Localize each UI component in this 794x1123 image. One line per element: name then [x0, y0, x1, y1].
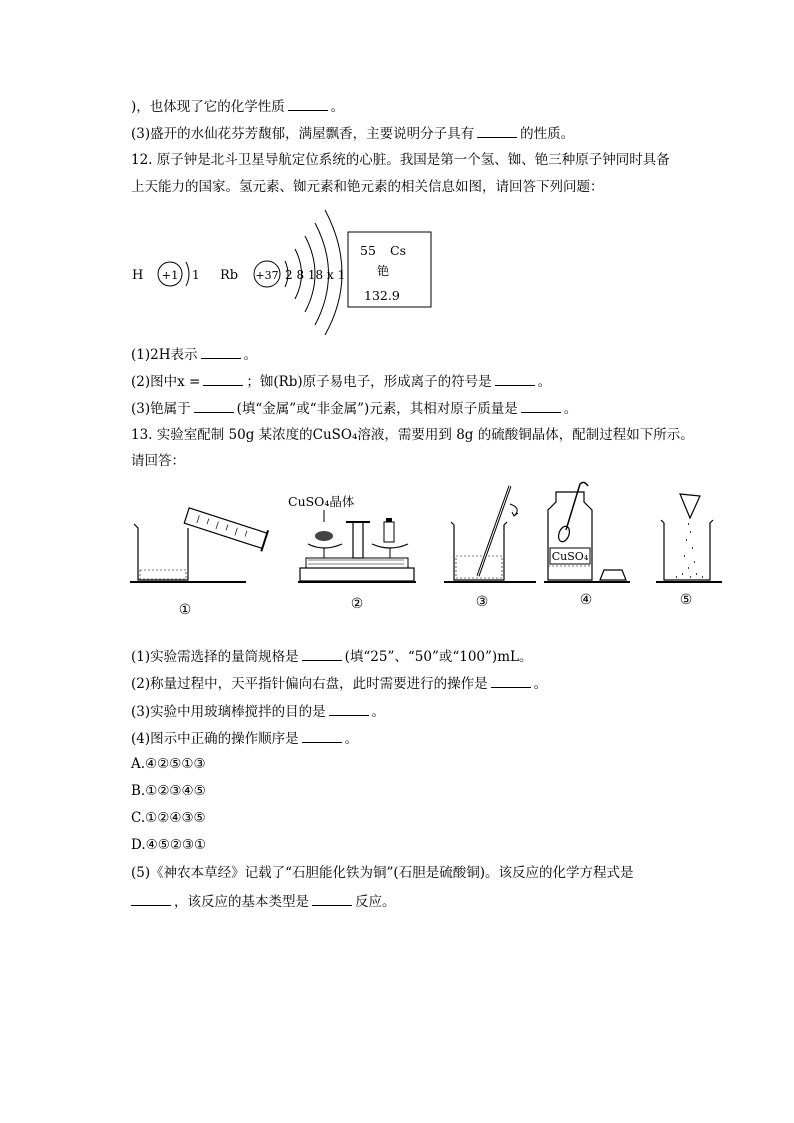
q12-sub2 — [131, 371, 551, 391]
solution-preparation-figure — [128, 478, 728, 620]
q13-sub3 — [131, 701, 385, 721]
answer-blank[interactable] — [302, 728, 342, 743]
step-label-3: ③ — [475, 594, 489, 610]
step-label-1: ① — [178, 602, 192, 618]
q13-sub3-text: (3)实验中用玻璃棒搅拌的目的是 — [131, 704, 326, 720]
q13-sub5-end: 反应。 — [355, 894, 396, 910]
step-3-stirring — [444, 486, 536, 582]
q13-sub3-end: 。 — [371, 704, 386, 720]
answer-blank[interactable] — [302, 646, 342, 661]
q12-stem-line-2: 上天能力的国家。氢元素、铷元素和铯元素的相关信息如图，请回答下列问题： — [131, 179, 604, 195]
q11-line-b-text: (3)盛开的水仙花芬芳馥郁，满屋飘香，主要说明分子具有 — [131, 126, 475, 142]
q13-sub4 — [131, 728, 358, 748]
step-4-reagent-bottle — [544, 482, 630, 582]
q13-stem-line-1: 13. 实验室配制 50g 某浓度的CuSO₄溶液，需要用到 8g 的硫酸铜晶体，配制过程如下所示。 — [131, 427, 694, 443]
q12-sub1-text: (1)2H表示 — [131, 347, 198, 363]
q13-sub2 — [131, 673, 547, 693]
step-1-pouring-cylinder — [130, 505, 268, 582]
h-shell-electrons: 1 — [192, 268, 200, 282]
cs-name: 铯 — [377, 264, 390, 278]
q11-line-a — [131, 96, 344, 116]
answer-blank[interactable] — [491, 673, 531, 688]
q11-line-b-end: 的性质。 — [520, 126, 575, 142]
q12-sub1 — [131, 344, 257, 364]
q13-stem-line-2: 请回答： — [131, 453, 185, 469]
q11-line-a-end: 。 — [330, 99, 345, 115]
option-c[interactable]: C.①②④③⑤ — [131, 810, 206, 826]
q12-sub2-mid: ；铷(Rb)原子易电子，形成离子的符号是 — [246, 374, 492, 390]
answer-blank[interactable] — [521, 398, 561, 413]
q12-stem-line-1: 12. 原子钟是北斗卫星导航定位系统的心脏。我国是第一个氢、铷、铯三种原子钟同时具备 — [131, 152, 670, 168]
answer-blank[interactable] — [495, 371, 535, 386]
bottle-label: CuSO₄ — [551, 550, 589, 563]
atomic-structure-figure — [128, 204, 438, 336]
answer-blank[interactable] — [131, 891, 171, 906]
cs-symbol: Cs — [390, 243, 406, 258]
q13-sub1-text: (1)实验需选择的量筒规格是 — [131, 649, 299, 665]
rb-symbol: Rb — [220, 268, 239, 283]
answer-blank[interactable] — [477, 123, 517, 138]
step-2-balance — [288, 494, 416, 582]
answer-blank[interactable] — [201, 344, 241, 359]
q13-sub2-text: (2)称量过程中，天平指针偏向右盘，此时需要进行的操作是 — [131, 676, 488, 692]
q12-sub2-text: (2)图中x = — [131, 374, 201, 390]
q13-sub5-line-1: (5)《神农本草经》记载了“石胆能化铁为铜”(石胆是硫酸铜)。该反应的化学方程式是 — [131, 865, 634, 881]
q13-sub2-end: 。 — [533, 676, 548, 692]
q13-sub5-mid: ，该反应的基本类型是 — [174, 894, 309, 910]
q11-line-a-text: )，也体现了它的化学性质 — [131, 99, 285, 115]
rb-nucleus-charge: +37 — [255, 269, 279, 282]
answer-blank[interactable] — [194, 398, 234, 413]
step-5-adding-solid — [656, 494, 722, 582]
cs-atomic-mass: 132.9 — [364, 288, 400, 303]
q12-sub3-mid: (填“金属”或“非金属”)元素，其相对原子质量是 — [236, 401, 518, 417]
h-nucleus-charge: +1 — [161, 268, 179, 282]
q13-sub5-line-2 — [131, 891, 396, 911]
step-label-4: ④ — [579, 592, 593, 608]
answer-blank[interactable] — [288, 96, 328, 111]
step-label-5: ⑤ — [679, 592, 693, 608]
q12-sub2-end: 。 — [537, 374, 552, 390]
h-shell-arc — [186, 262, 189, 286]
q13-sub1 — [131, 646, 532, 666]
step-label-2: ② — [350, 596, 364, 612]
q12-sub3-text: (3)铯属于 — [131, 401, 191, 417]
q13-sub4-end: 。 — [344, 731, 359, 747]
q12-sub1-end: 。 — [243, 347, 257, 363]
answer-blank[interactable] — [203, 371, 243, 386]
q12-sub3 — [131, 398, 577, 418]
h-symbol: H — [132, 268, 144, 283]
cs-atomic-number: 55 — [360, 243, 376, 258]
crystal-label: CuSO₄晶体 — [288, 494, 355, 509]
answer-blank[interactable] — [312, 891, 352, 906]
rb-shell-electrons: 2 8 18 x 1 — [285, 268, 346, 282]
q13-sub4-text: (4)图示中正确的操作顺序是 — [131, 731, 299, 747]
option-d[interactable]: D.④⑤②③① — [131, 837, 207, 853]
option-b[interactable]: B.①②③④⑤ — [131, 783, 206, 799]
q12-sub3-end: 。 — [563, 401, 578, 417]
option-a[interactable]: A.④②⑤①③ — [131, 756, 206, 772]
q13-sub1-end: (填“25”、“50”或“100”)mL。 — [344, 649, 533, 665]
q11-line-b — [131, 123, 574, 143]
answer-blank[interactable] — [329, 701, 369, 716]
